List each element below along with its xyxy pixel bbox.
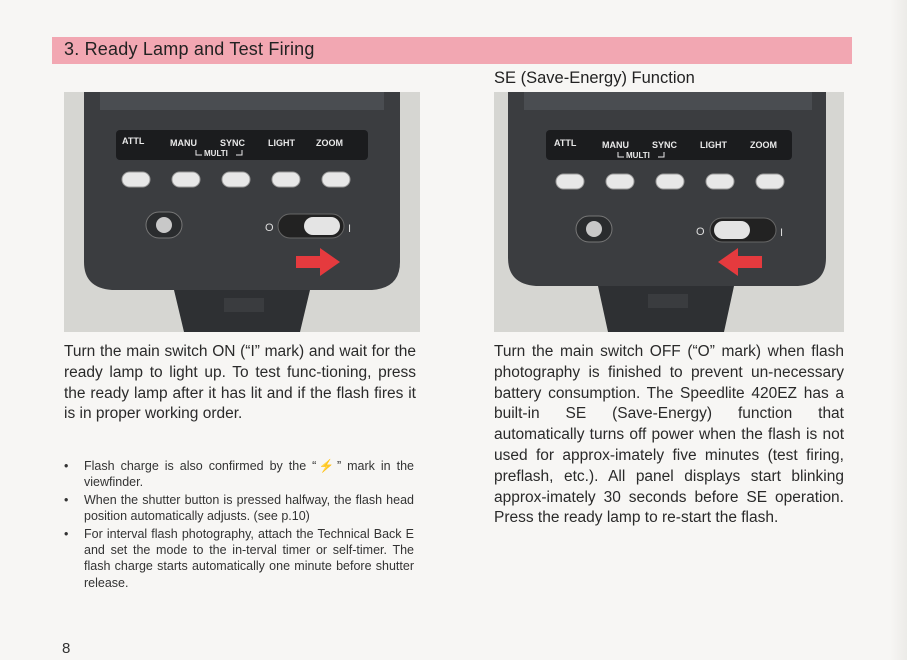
se-function-title: SE (Save-Energy) Function: [494, 69, 695, 87]
note-text: For interval flash photography, attach the Technical Back E and set the mode to the in-terval timer or self-timer. The flash charge starts automatically one minute before shutter release.: [84, 526, 414, 590]
save-energy-instructions: Turn the main switch OFF (“O” mark) when flash photography is finished to prevent un-necessary battery consumption. The Speedlite 420EZ has a built-in SE (Save-Energy) function that automatically turns off power when the flash is not used for approx-imately five minutes (test firing, preflash, etc.). All panel displays start blinking approx-imately 30 seconds before SE operation. Press the ready lamp to re-start the flash.: [494, 343, 844, 527]
speedlite-back-illustration-off: [494, 92, 844, 332]
panel-button: [272, 172, 300, 187]
page-number: 8: [62, 640, 71, 657]
speedlite-back-illustration-on: [64, 92, 420, 332]
bullet-icon: •: [64, 459, 69, 473]
mode-label: LIGHT: [700, 140, 727, 150]
page-spine-shadow: [890, 0, 907, 660]
panel-button: [706, 174, 734, 189]
note-text: Flash charge is also confirmed by the “⚡” mark in the viewfinder.: [84, 459, 414, 490]
flash-photo-switch-off: [494, 92, 844, 332]
mode-label: ZOOM: [316, 138, 343, 148]
switch-off-mark: O: [265, 222, 274, 234]
mode-label: SYNC: [652, 140, 678, 150]
main-switch: [714, 221, 750, 239]
list-item: [64, 458, 414, 491]
mode-label: ATTL: [122, 136, 145, 146]
panel-button: [556, 174, 584, 189]
panel-button: [656, 174, 684, 189]
switch-on-mark: I: [348, 223, 352, 235]
panel-button: [222, 172, 250, 187]
ready-lamp: [156, 217, 172, 233]
note-text: When the shutter button is pressed halfway, the flash head position automatically adjusts. (see p.10): [84, 492, 414, 524]
switch-on-mark: I: [780, 227, 784, 239]
section-title: 3. Ready Lamp and Test Firing: [64, 39, 315, 59]
flash-photo-switch-on: [64, 92, 420, 332]
panel-button: [756, 174, 784, 189]
multi-label: MULTI: [204, 149, 228, 158]
mode-label: MANU: [602, 140, 629, 150]
panel-button: [122, 172, 150, 187]
main-switch: [304, 217, 340, 235]
list-item: [64, 526, 414, 592]
switch-off-mark: O: [696, 226, 705, 238]
mode-label: ZOOM: [750, 140, 777, 150]
bullet-icon: •: [64, 492, 69, 507]
mode-label: MANU: [170, 138, 197, 148]
panel-button: [172, 172, 200, 187]
notes-list: [64, 458, 414, 592]
mode-label: ATTL: [554, 138, 577, 148]
list-item: [64, 492, 414, 525]
mode-label: SYNC: [220, 138, 246, 148]
bullet-icon: •: [64, 526, 69, 541]
switch-on-instructions: Turn the main switch ON (“I” mark) and wait for the ready lamp to light up. To test func-tioning, press the ready lamp after it has lit and if the flash fires it is in proper working order.: [64, 343, 416, 423]
mode-label: LIGHT: [268, 138, 295, 148]
panel-button: [322, 172, 350, 187]
panel-button: [606, 174, 634, 189]
ready-lamp: [586, 221, 602, 237]
multi-label: MULTI: [626, 151, 650, 160]
